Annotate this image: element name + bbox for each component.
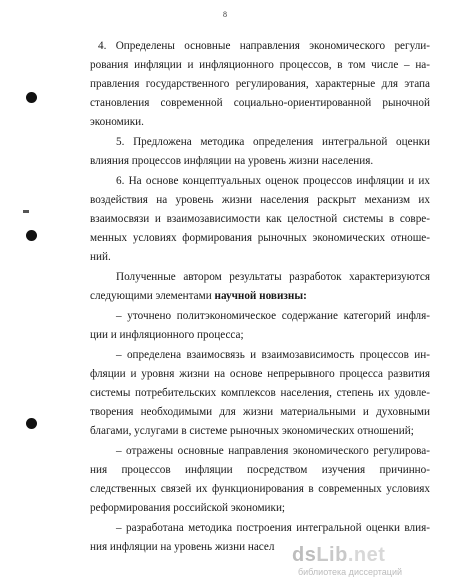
paragraph-7-line-2: ния процессов инфляции посредством изучения причинно- xyxy=(90,464,430,476)
paragraph-6-line-4: творения необходимыми для жизни материальными и духовными xyxy=(90,406,430,418)
dslib-watermark xyxy=(292,544,442,578)
paragraph-3-line-3: взаимосвязи и взаимозависимости как целостной системы в совре- xyxy=(90,213,430,225)
watermark-subtitle: библиотека диссертаций xyxy=(298,567,403,577)
paragraph-3-line-1: 6. На основе концептуальных оценок процессов инфляции и их xyxy=(116,175,430,187)
paragraph-7-line-4: реформирования российской экономики; xyxy=(90,502,286,514)
paragraph-8-line-1: – разработана методика построения интегральной оценки влия- xyxy=(116,522,430,534)
paragraph-1-line-1: 4. Определены основные направления экономического регули- xyxy=(98,40,430,52)
margin-mark xyxy=(23,210,29,213)
paragraph-6-line-3: системы потребительских комплексов населения, степень их удовле- xyxy=(90,387,430,399)
page-number: 8 xyxy=(223,10,227,19)
paragraph-5-line-2: ции и инфляционного процесса; xyxy=(90,329,244,341)
paragraph-3-line-5: ний. xyxy=(90,251,111,263)
paragraph-4-line-2-text: следующими элементами xyxy=(90,290,212,302)
paragraph-5-line-1: – уточнено политэкономическое содержание категорий инфля- xyxy=(116,310,430,322)
logo-ds: ds xyxy=(292,544,317,566)
paragraph-7-line-1: – отражены основные направления экономического регулирова- xyxy=(116,445,430,457)
paragraph-1-line-3: правления государственного регулирования, характерные для этапа xyxy=(90,78,430,90)
paragraph-4-line-1: Полученные автором результаты разработок характеризуются xyxy=(116,271,430,283)
paragraph-3-line-2: воздействия на уровень жизни населения раскрыт механизм их xyxy=(90,194,430,206)
paragraph-6-line-1: – определена взаимосвязь и взаимозависимость процессов ин- xyxy=(116,349,430,361)
paragraph-8-line-2: ния инфляции на уровень жизни насел xyxy=(90,541,275,553)
paragraph-2-line-2: влияния процессов инфляции на уровень жизни населения. xyxy=(90,155,374,167)
paragraph-6-line-5: благами, услугами в системе рыночных экономических отношений; xyxy=(90,425,414,437)
paragraph-4-line-2 xyxy=(90,290,430,302)
paragraph-7-line-3: следственных связей их функционирования в современных условиях xyxy=(90,483,430,495)
paragraph-6-line-2: фляции и уровня жизни на основе непрерывного процесса развития xyxy=(90,368,430,380)
paragraph-1-line-4: становления современной социально-ориентированной рыночной xyxy=(90,97,430,109)
binder-hole-dot xyxy=(26,230,37,241)
paragraph-3-line-4: менных условиях формирования рыночных экономических отноше- xyxy=(90,232,430,244)
logo-net: .net xyxy=(347,544,386,566)
paragraph-2-line-1: 5. Предложена методика определения интегральной оценки xyxy=(116,136,430,148)
paragraph-1-line-2: рования инфляции и инфляционного процессов, в том числе – на- xyxy=(90,59,430,71)
binder-hole-dot xyxy=(26,418,37,429)
logo-lib: Lib xyxy=(316,544,348,566)
binder-hole-dot xyxy=(26,92,37,103)
paragraph-1-line-5: экономики. xyxy=(90,116,144,128)
dslib-logo xyxy=(292,544,385,567)
scientific-novelty-heading: научной новизны: xyxy=(214,290,307,302)
